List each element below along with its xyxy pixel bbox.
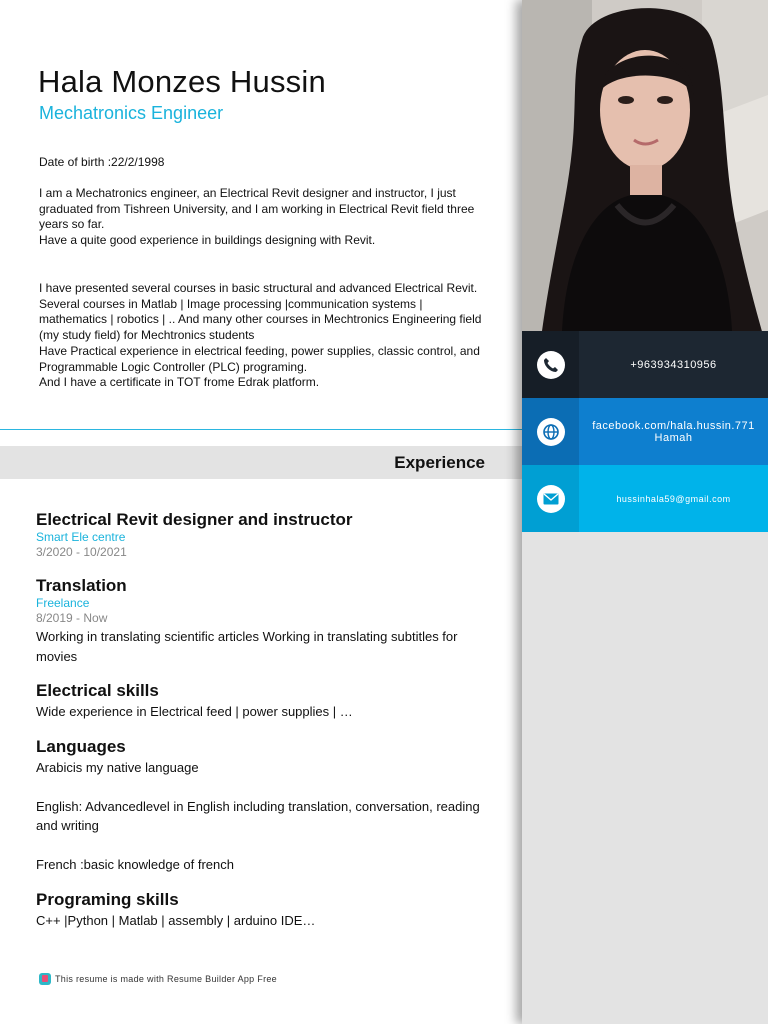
facebook-link[interactable]: facebook.com/hala.hussin.771 (592, 419, 755, 432)
phone-icon-box (522, 331, 579, 398)
web-icon-box (522, 398, 579, 465)
experience-entry (36, 510, 496, 560)
mail-icon (537, 485, 565, 513)
profile-photo (522, 0, 768, 331)
experience-entry (36, 576, 496, 666)
entry-description: C++ |Python | Matlab | assembly | arduino IDE… (36, 913, 316, 928)
about-text: And I have a certificate in TOT frome Edrak platform. (39, 375, 320, 390)
job-title: Mechatronics Engineer (39, 103, 224, 123)
footer-text: This resume is made with Resume Builder App Free (55, 974, 277, 984)
contact-email[interactable] (522, 465, 768, 532)
language-french: French :basic knowledge of french (36, 856, 234, 872)
section-divider (0, 429, 522, 430)
languages-entry (36, 737, 496, 874)
facebook-block (579, 398, 768, 465)
language-arabic: Arabicis my native language (36, 760, 199, 775)
entry-company: Freelance (36, 596, 90, 610)
person-name: Hala Monzes Hussin (38, 64, 326, 99)
entry-dates: 8/2019 - Now (36, 611, 108, 625)
entry-title: Electrical skills (36, 681, 159, 700)
language-english: English: Advancedlevel in English including translation, conversation, reading and writing (36, 798, 480, 833)
section-title: Experience (394, 453, 485, 472)
entry-description (36, 758, 496, 874)
about-text: Have a quite good experience in buildings designing with Revit. (39, 233, 376, 248)
footer-note (39, 973, 277, 985)
entry-title: Electrical Revit designer and instructor (36, 510, 353, 529)
sidebar (522, 0, 768, 1024)
skills-entry (36, 681, 496, 722)
entry-dates: 3/2020 - 10/2021 (36, 545, 127, 559)
programming-entry (36, 890, 496, 931)
about-text: I have presented several courses in basic structural and advanced Electrical Revit. Several courses in Matlab | Image processing |communication systems | mathematics | robotics | .. And many other courses in Mechtronics Engineering field (my study field) for Mechtronics students (39, 281, 482, 343)
app-logo-icon (39, 973, 51, 985)
email-address[interactable]: hussinhala59@gmail.com (616, 493, 731, 504)
entry-title: Languages (36, 737, 126, 756)
phone-icon (537, 351, 565, 379)
entry-company: Smart Ele centre (36, 530, 126, 544)
globe-icon (537, 418, 565, 446)
entry-description: Working in translating scientific articles Working in translating subtitles for movies (36, 629, 458, 664)
date-of-birth: Date of birth :22/2/1998 (39, 155, 165, 169)
phone-number: +963934310956 (630, 358, 717, 371)
about-text: Have Practical experience in electrical feeding, power supplies, classic control, and Programmable Logic Controller (PLC) programing. (39, 343, 480, 374)
contact-facebook[interactable] (522, 398, 768, 465)
entry-description: Wide experience in Electrical feed | power supplies | … (36, 704, 353, 719)
email-icon-box (522, 465, 579, 532)
about-paragraph-1 (39, 186, 487, 249)
experience-section-header (0, 446, 522, 479)
about-paragraph-2 (39, 281, 487, 391)
entry-title: Programing skills (36, 890, 179, 909)
contact-phone[interactable] (522, 331, 768, 398)
entry-title: Translation (36, 576, 127, 595)
about-text: I am a Mechatronics engineer, an Electrical Revit designer and instructor, I just graduated from Tishreen University, and I am working in Electrical Revit field three years so far. (39, 186, 475, 232)
city: Hamah (654, 431, 693, 444)
